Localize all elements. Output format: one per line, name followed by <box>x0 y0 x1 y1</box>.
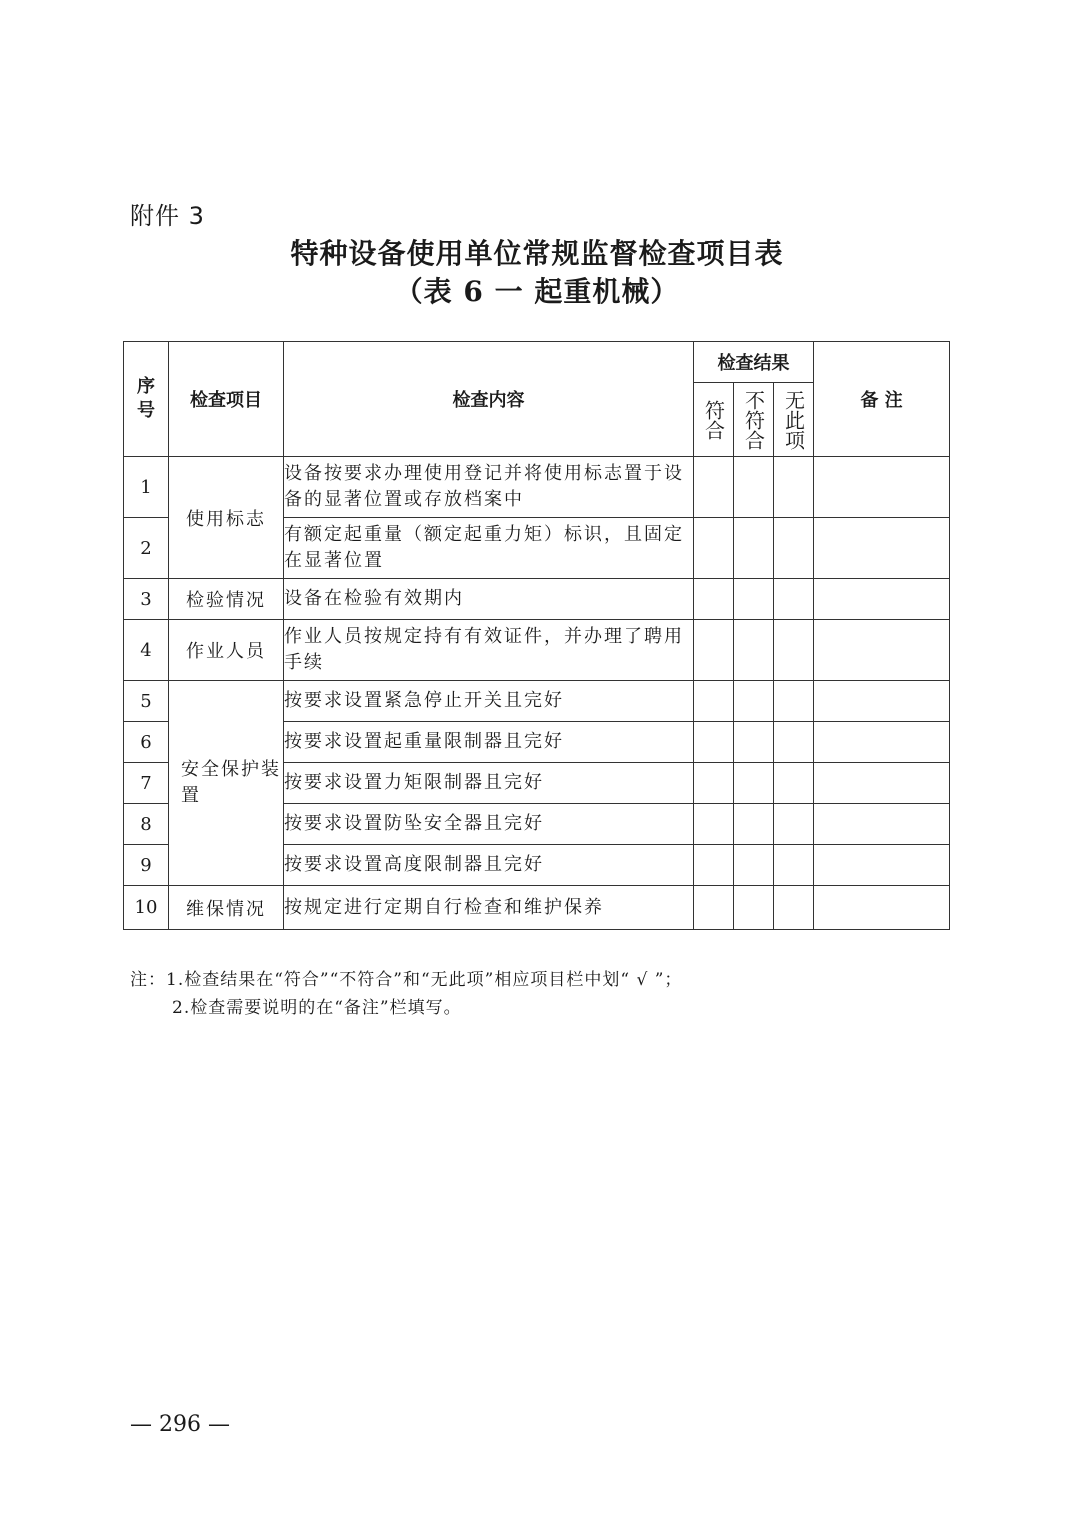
page-number: — 296 — <box>130 1412 230 1437</box>
nonconform-cell[interactable] <box>734 763 774 804</box>
nonconform-cell[interactable] <box>734 845 774 886</box>
note-cell[interactable] <box>814 620 950 681</box>
table-row: 1 使用标志 设备按要求办理使用登记并将使用标志置于设备的显著位置或存放档案中 <box>124 457 950 518</box>
document-title: 特种设备使用单位常规监督检查项目表 <box>290 237 784 270</box>
na-cell[interactable] <box>774 518 814 579</box>
table-row: 5 安全保护装置 按要求设置紧急停止开关且完好 <box>124 681 950 722</box>
attachment-label: 附件 3 <box>130 202 205 230</box>
header-note: 备 注 <box>814 342 950 457</box>
table-row: 4 作业人员 作业人员按规定持有有效证件，并办理了聘用手续 <box>124 620 950 681</box>
header-na: 无此项 <box>774 383 814 457</box>
nonconform-cell[interactable] <box>734 457 774 518</box>
note-line-1: 注：1.检查结果在“符合”“不符合”和“无此项”相应项目栏中划“ √ ”； <box>130 970 683 990</box>
nonconform-cell[interactable] <box>734 518 774 579</box>
group-usage-mark: 使用标志 <box>169 457 284 579</box>
notes <box>130 966 682 1022</box>
na-cell[interactable] <box>774 886 814 930</box>
nonconform-cell[interactable] <box>734 722 774 763</box>
table-row: 8 按要求设置防坠安全器且完好 <box>124 804 950 845</box>
table-row: 10 维保情况 按规定进行定期自行检查和维护保养 <box>124 886 950 930</box>
note-cell[interactable] <box>814 763 950 804</box>
header-conform: 符合 <box>694 383 734 457</box>
conform-cell[interactable] <box>694 763 734 804</box>
na-cell[interactable] <box>774 804 814 845</box>
na-cell[interactable] <box>774 457 814 518</box>
group-maintenance: 维保情况 <box>169 886 284 930</box>
note-cell[interactable] <box>814 886 950 930</box>
table-row: 2 有额定起重量（额定起重力矩）标识，且固定在显著位置 <box>124 518 950 579</box>
na-cell[interactable] <box>774 763 814 804</box>
nonconform-cell[interactable] <box>734 804 774 845</box>
conform-cell[interactable] <box>694 845 734 886</box>
note-cell[interactable] <box>814 457 950 518</box>
note-cell[interactable] <box>814 681 950 722</box>
table-row: 6 按要求设置起重量限制器且完好 <box>124 722 950 763</box>
note-cell[interactable] <box>814 722 950 763</box>
na-cell[interactable] <box>774 620 814 681</box>
na-cell[interactable] <box>774 681 814 722</box>
nonconform-cell[interactable] <box>734 579 774 620</box>
table-row: 3 检验情况 设备在检验有效期内 <box>124 579 950 620</box>
nonconform-cell[interactable] <box>734 681 774 722</box>
conform-cell[interactable] <box>694 518 734 579</box>
conform-cell[interactable] <box>694 722 734 763</box>
note-cell[interactable] <box>814 804 950 845</box>
nonconform-cell[interactable] <box>734 620 774 681</box>
na-cell[interactable] <box>774 722 814 763</box>
header-results: 检查结果 <box>694 342 814 383</box>
conform-cell[interactable] <box>694 681 734 722</box>
header-content: 检查内容 <box>284 342 694 457</box>
conform-cell[interactable] <box>694 579 734 620</box>
conform-cell[interactable] <box>694 620 734 681</box>
group-inspection: 检验情况 <box>169 579 284 620</box>
table-row: 7 按要求设置力矩限制器且完好 <box>124 763 950 804</box>
note-line-2: 2.检查需要说明的在“备注”栏填写。 <box>172 998 462 1018</box>
header-seq: 序 号 <box>124 342 169 457</box>
note-cell[interactable] <box>814 845 950 886</box>
conform-cell[interactable] <box>694 886 734 930</box>
document-subtitle: （表 6 一 起重机械） <box>394 275 680 308</box>
nonconform-cell[interactable] <box>734 886 774 930</box>
conform-cell[interactable] <box>694 804 734 845</box>
na-cell[interactable] <box>774 845 814 886</box>
conform-cell[interactable] <box>694 457 734 518</box>
na-cell[interactable] <box>774 579 814 620</box>
group-safety-devices: 安全保护装置 <box>169 681 284 886</box>
group-operators: 作业人员 <box>169 620 284 681</box>
table-row: 9 按要求设置高度限制器且完好 <box>124 845 950 886</box>
inspection-table <box>123 341 950 930</box>
header-item: 检查项目 <box>169 342 284 457</box>
header-nonconform: 不符合 <box>734 383 774 457</box>
note-cell[interactable] <box>814 579 950 620</box>
note-cell[interactable] <box>814 518 950 579</box>
